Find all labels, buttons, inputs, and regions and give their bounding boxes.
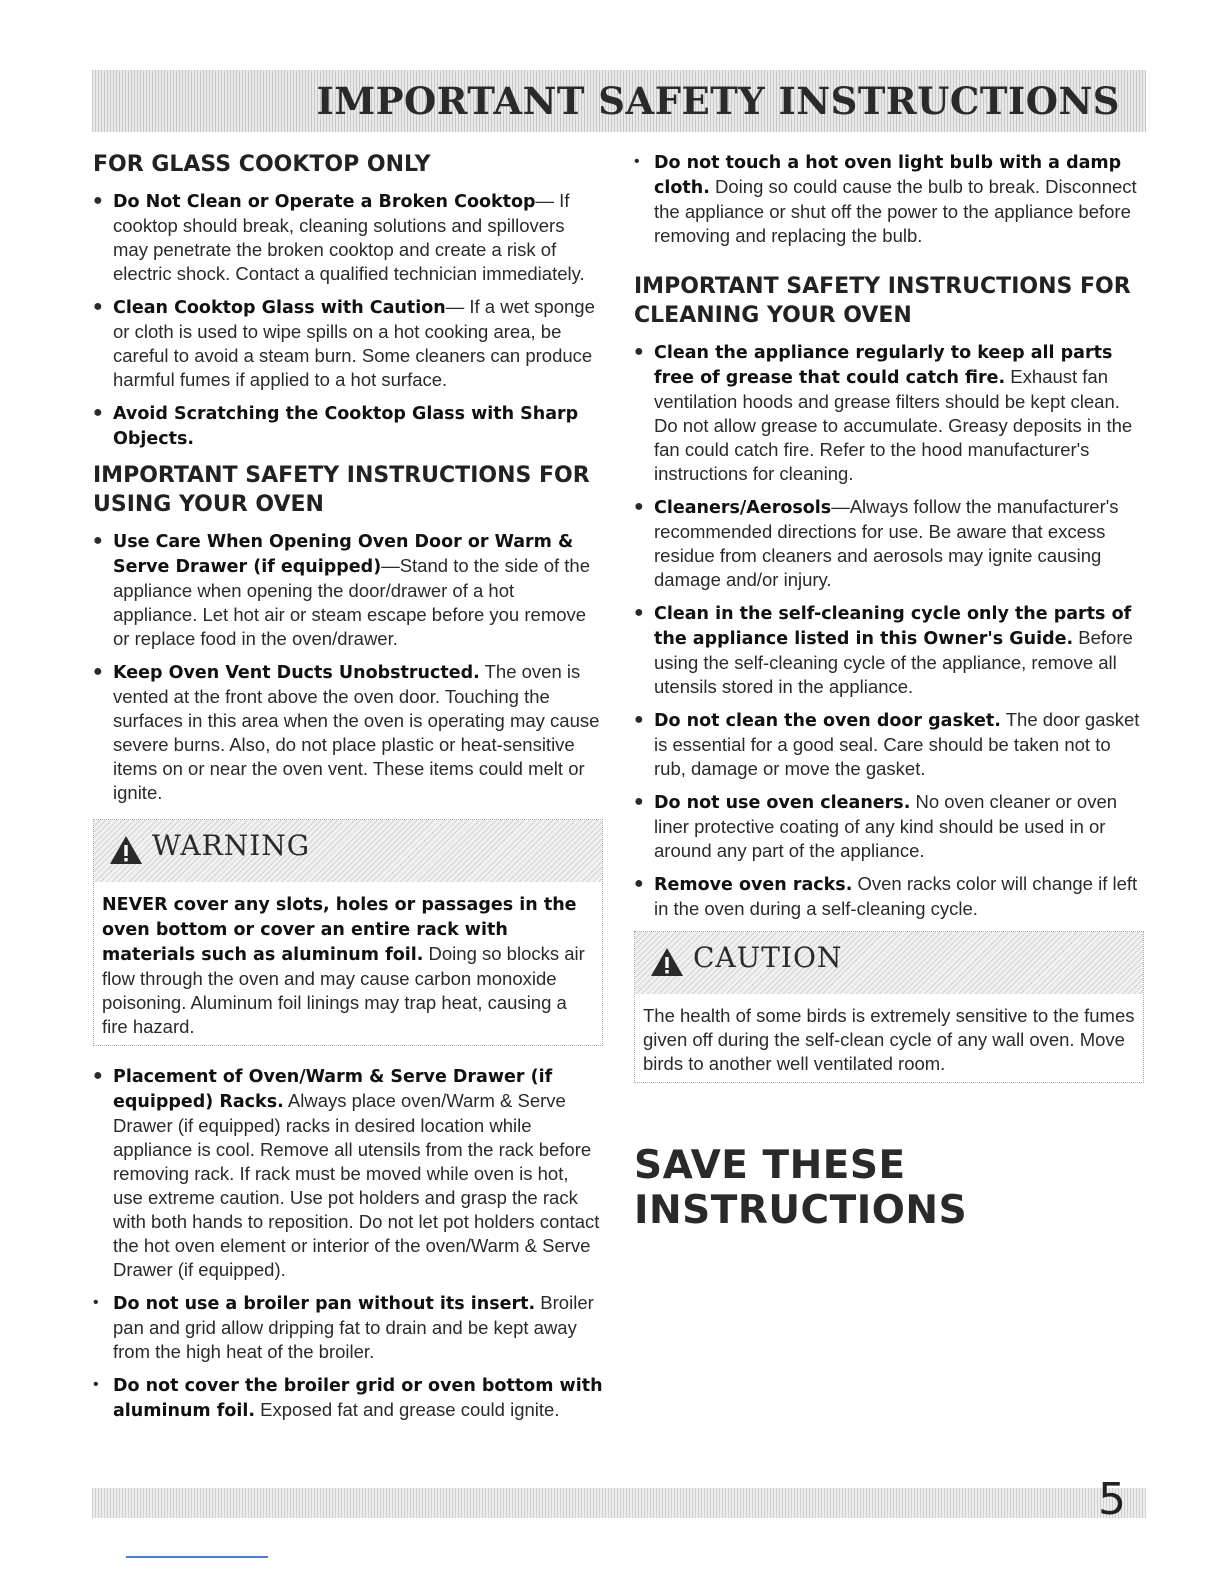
bullet-icon: ●: [634, 875, 644, 892]
right-column: [634, 150, 1144, 1233]
bullet-icon: ●: [93, 1067, 103, 1084]
list-item: ● Use Care When Opening Oven Door or Warm & Serve Drawer (if equipped)—Stand to the side of the appliance when opening the door/drawer of a hot appliance. Let hot air or steam escape before you remove or replace food in the oven/drawer.: [93, 529, 603, 651]
footer-divider: [126, 1556, 268, 1558]
list-item: • Do not touch a hot oven light bulb with a damp cloth. Doing so could cause the bulb to break. Disconnect the appliance or shut off the power to the appliance before removing and replacing the bulb.: [634, 150, 1144, 248]
left-column: [93, 150, 603, 1433]
warning-text: NEVER cover any slots, holes or passages in the oven bottom or cover an entire rack with materials such as aluminum foil. Doing so blocks air flow through the oven and may cause carbon monoxide poisoning. Aluminum foil linings may trap heat, causing a fire hazard.: [102, 895, 585, 1037]
caution-band: [635, 932, 1143, 994]
list-item: • Do not cover the broiler grid or oven bottom with aluminum foil. Exposed fat and grease could ignite.: [93, 1373, 603, 1423]
bullet-icon: ●: [634, 498, 644, 515]
caution-text: The health of some birds is extremely sensitive to the fumes given off during the self-clean cycle of any wall oven. Move birds to another well ventilated room.: [643, 1005, 1135, 1074]
bullet-icon: ●: [93, 532, 103, 549]
bullet-icon: •: [634, 153, 640, 170]
list-item: ● Cleaners/Aerosols—Always follow the manufacturer's recommended directions for use. Be aware that excess residue from cleaners and aerosols may ignite causing damage and/or injury.: [634, 496, 1119, 590]
list-item: • Do not use a broiler pan without its insert. Broiler pan and grid allow dripping fat to drain and be kept away from the high heat of the broiler.: [93, 1292, 594, 1362]
page-title: IMPORTANT SAFETY INSTRUCTIONS: [316, 79, 1120, 123]
warning-box: [93, 819, 603, 1046]
warning-band: [94, 820, 602, 882]
save-instructions-heading: SAVE THESE INSTRUCTIONS: [634, 1143, 968, 1233]
list-item: ● Do not use oven cleaners. No oven cleaner or oven liner protective coating of any kind should be used in or around any part of the appliance.: [634, 791, 1118, 861]
list-item: ● Do Not Clean or Operate a Broken Cooktop— If cooktop should break, cleaning solutions and spillovers may penetrate the broken cooktop and create a risk of electric shock. Contact a qualified technician immediately.: [93, 190, 585, 284]
warning-triangle-icon: [108, 834, 144, 866]
bullet-icon: ●: [93, 663, 103, 680]
bullet-icon: ●: [634, 711, 644, 728]
bullet-icon: ●: [93, 404, 103, 421]
list-item: ● Clean the appliance regularly to keep all parts free of grease that could catch fire. Exhaust fan ventilation hoods and grease filters should be kept clean. Do not allow grease to accumulate. Greasy deposits in the fan could catch fire. Refer to the hood manufacturer's instructions for cleaning.: [634, 340, 1144, 486]
list-item: ● Clean in the self-cleaning cycle only the parts of the appliance listed in this Owner's Guide. Before using the self-cleaning cycle of the appliance, remove all utensils stored in the appliance.: [634, 601, 1144, 699]
bullet-icon: ●: [634, 793, 644, 810]
list-item: ● Remove oven racks. Oven racks color will change if left in the oven during a self-cleaning cycle.: [634, 873, 1138, 919]
bullet-icon: •: [93, 1294, 99, 1311]
bullet-icon: ●: [93, 298, 103, 315]
cleaning-oven-heading: IMPORTANT SAFETY INSTRUCTIONS FOR CLEANING YOUR OVEN: [634, 274, 1131, 328]
list-item: ● Avoid Scratching the Cooktop Glass with Sharp Objects.: [93, 401, 603, 451]
list-item: ● Placement of Oven/Warm & Serve Drawer (if equipped) Racks. Always place oven/Warm & Serve Drawer (if equipped) racks in desired location while appliance is cool. Remove all utensils from the rack before removing rack. If rack must be moved while oven is hot, use extreme caution. Use pot holders and grasp the rack with both hands to reposition. Do not let pot holders contact the hot oven element or interior of the oven/Warm & Serve Drawer (if equipped).: [93, 1064, 603, 1282]
caution-triangle-icon: [649, 946, 685, 978]
bullet-icon: ●: [634, 604, 644, 621]
bullet-icon: •: [93, 1376, 99, 1393]
page-number: 5: [1098, 1474, 1126, 1525]
light-bulb-list: [634, 150, 1144, 248]
bullet-icon: ●: [634, 343, 644, 360]
caution-label: CAUTION: [693, 941, 843, 974]
using-oven-heading: IMPORTANT SAFETY INSTRUCTIONS FOR USING YOUR OVEN: [93, 463, 590, 517]
caution-box: [634, 931, 1144, 1083]
header-band: [92, 70, 1146, 132]
racks-broiler-list: [93, 1064, 603, 1423]
list-item: ● Keep Oven Vent Ducts Unobstructed. The oven is vented at the front above the oven door. Touching the surfaces in this area when the oven is operating may cause severe burns. Also, do not place plastic or heat-sensitive items on or near the oven vent. These items could melt or ignite.: [93, 661, 600, 803]
using-oven-list: [93, 529, 603, 805]
list-item: ● Do not clean the oven door gasket. The door gasket is essential for a good seal. Care should be taken not to rub, damage or move the gasket.: [634, 709, 1140, 779]
glass-cooktop-heading: FOR GLASS COOKTOP ONLY: [93, 152, 431, 177]
footer-band: [92, 1474, 1146, 1525]
warning-label: WARNING: [152, 829, 311, 862]
bullet-icon: ●: [93, 192, 103, 209]
glass-cooktop-list: [93, 189, 603, 451]
list-item: ● Clean Cooktop Glass with Caution— If a wet sponge or cloth is used to wipe spills on a hot cooking area, be careful to avoid a steam burn. Some cleaners can produce harmful fumes if applied to a hot surface.: [93, 296, 595, 390]
cleaning-oven-list: [634, 340, 1144, 921]
